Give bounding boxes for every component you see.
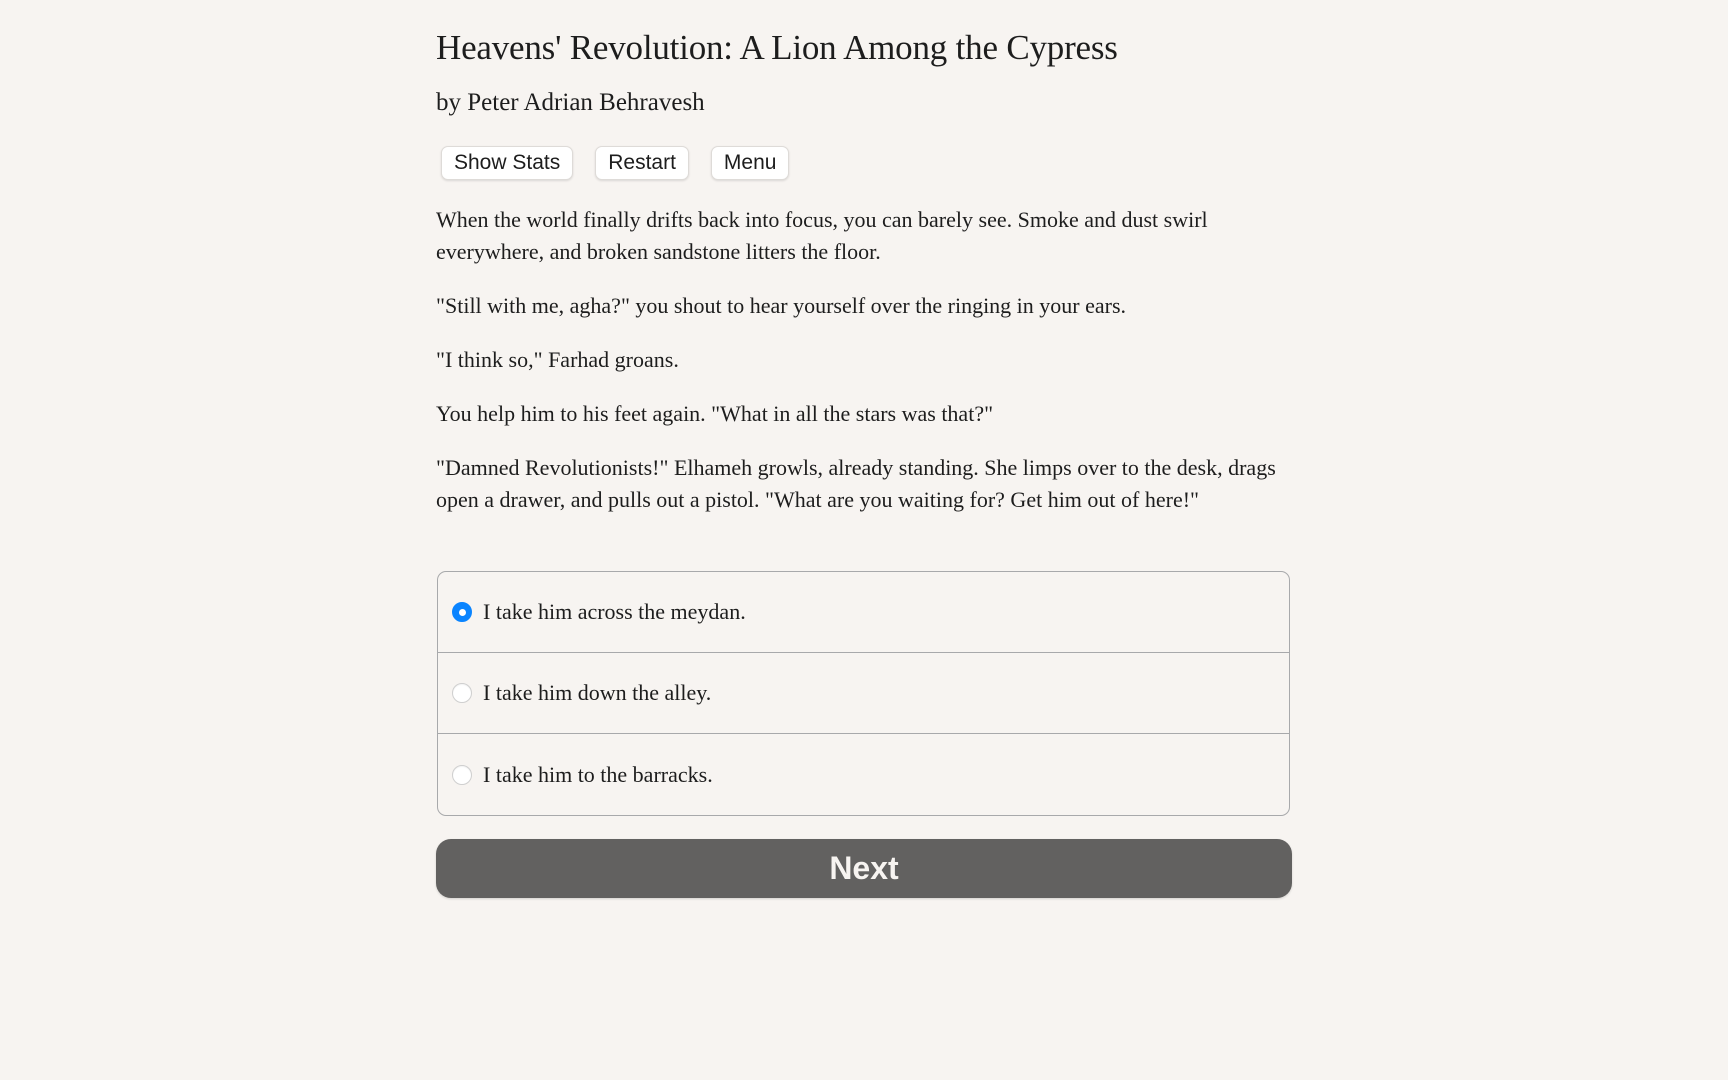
story-paragraph: When the world finally drifts back into focus, you can barely see. Smoke and dust swirl everywhere, and broken sandstone litters the floor. [436, 207, 1208, 264]
story-paragraph: "I think so," Farhad groans. [436, 347, 679, 372]
radio-unselected-icon[interactable] [452, 683, 472, 703]
toolbar [441, 146, 789, 180]
story-paragraph: "Damned Revolutionists!" Elhameh growls, already standing. She limps over to the desk, drags open a drawer, and pulls out a pistol. "What are you waiting for? Get him out of here!" [436, 455, 1276, 512]
author-byline: by Peter Adrian Behravesh [436, 89, 705, 116]
choice-label: I take him down the alley. [483, 680, 712, 705]
choice-label: I take him across the meydan. [483, 599, 746, 624]
choice-option-alley[interactable] [438, 653, 1289, 734]
story-text [436, 204, 1296, 538]
story-paragraph: You help him to his feet again. "What in all the stars was that?" [436, 401, 994, 426]
choice-label: I take him to the barracks. [483, 761, 713, 787]
radio-selected-icon[interactable] [452, 602, 472, 622]
story-paragraph: "Still with me, agha?" you shout to hear yourself over the ringing in your ears. [436, 293, 1127, 318]
choice-list [437, 571, 1290, 816]
show-stats-button[interactable]: Show Stats [441, 146, 573, 180]
next-button[interactable]: Next [436, 839, 1292, 898]
choice-option-meydan[interactable] [438, 572, 1289, 653]
game-title: Heavens' Revolution: A Lion Among the Cypress [436, 28, 1118, 67]
radio-unselected-icon[interactable] [452, 765, 472, 785]
restart-button[interactable]: Restart [595, 146, 689, 180]
menu-button[interactable]: Menu [711, 146, 790, 180]
choice-option-barracks[interactable] [438, 734, 1289, 815]
